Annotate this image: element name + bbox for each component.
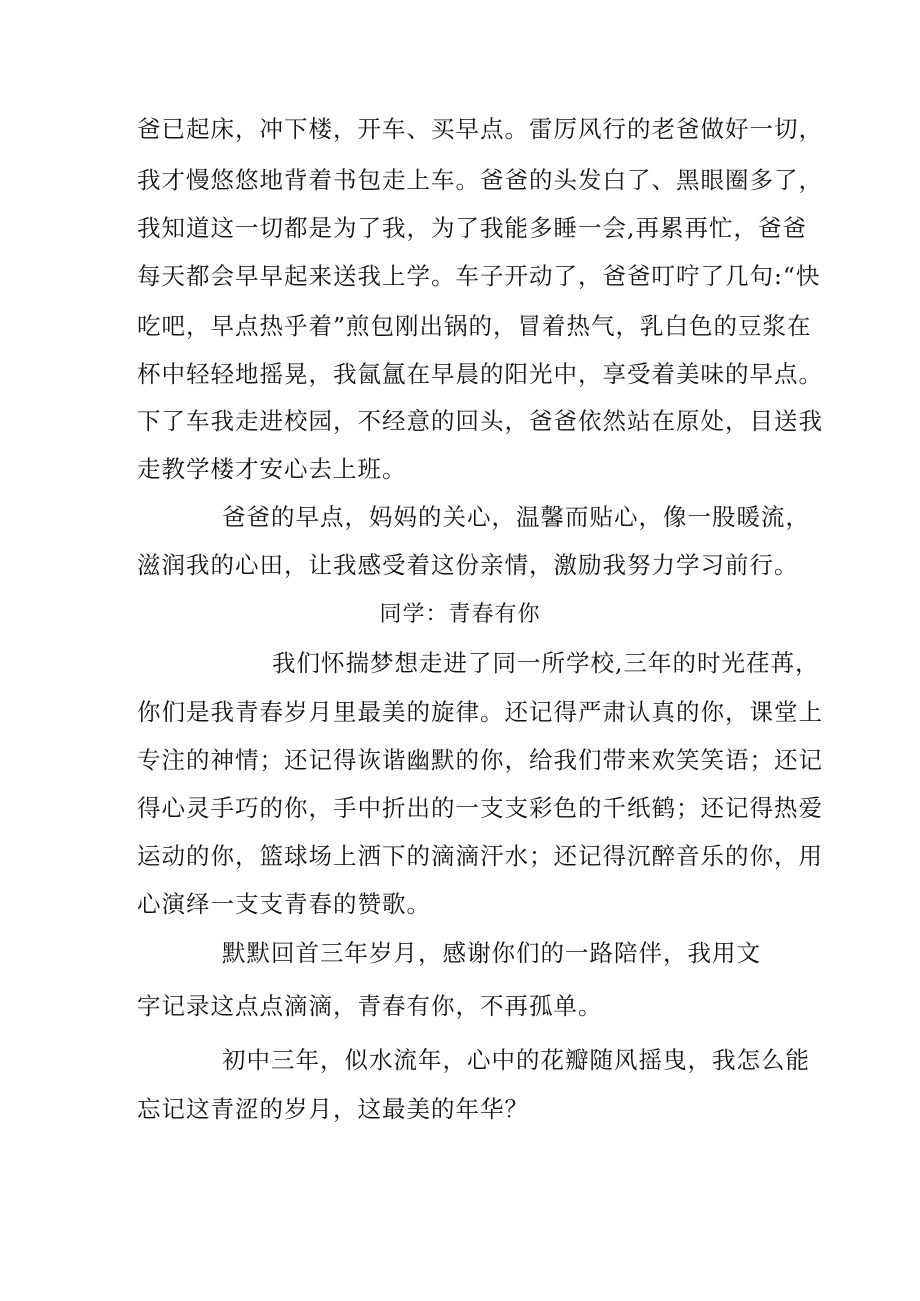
paragraph-1-line-2: 我才慢悠悠地背着书包走上车。爸爸的头发白了、黑眼圈多了， [137,166,823,194]
paragraph-2-line-2: 滋润我的心田，让我感受着这份亲情，激励我努力学习前行。 [137,551,799,579]
paragraph-3-line-5: 运动的你，篮球场上洒下的滴滴汗水；还记得沉醉音乐的你，用 [137,842,823,870]
paragraph-1-line-8: 走教学楼才安心去上班。 [137,455,407,483]
paragraph-3-line-1: 我们怀揣梦想走进了同一所学校,三年的时光荏苒， [272,649,820,677]
paragraph-1-line-1: 爸已起床，冲下楼，开车、买早点。雷厉风行的老爸做好一切， [137,115,823,143]
section-title: 同学：青春有你 [379,602,541,627]
paragraph-1-line-4: 每天都会早早起来送我上学。车子开动了，爸爸叮咛了几句:“快 [137,262,821,290]
paragraph-5-line-2: 忘记这青涩的岁月，这最美的年华？ [137,1095,529,1123]
paragraph-1-line-5: 吃吧，早点热乎着”煎包刚出锅的，冒着热气，乳白色的豆浆在 [137,312,812,340]
paragraph-5-line-1: 初中三年，似水流年，心中的花瓣随风摇曳，我怎么能 [222,1046,810,1074]
paragraph-4-line-2: 字记录这点点滴滴，青春有你，不再孤单。 [137,992,603,1020]
paragraph-1-line-7: 下了车我走进校园，不经意的回头，爸爸依然站在原处，目送我 [137,407,823,435]
paragraph-1-line-3: 我知道这一切都是为了我，为了我能多睡一会,再累再忙，爸爸 [137,214,807,242]
paragraph-3-line-6: 心演绎一支支青春的赞歌。 [137,890,431,918]
paragraph-1-line-6: 杯中轻轻地摇晃，我氤氲在早晨的阳光中，享受着美味的早点。 [137,360,823,388]
paragraph-4-line-1: 默默回首三年岁月，感谢你们的一路陪伴，我用文 [222,939,761,967]
paragraph-3-line-2: 你们是我青春岁月里最美的旋律。还记得严肃认真的你，课堂上 [137,698,823,726]
paragraph-3-line-4: 得心灵手巧的你，手中折出的一支支彩色的千纸鹤；还记得热爱 [137,794,823,822]
paragraph-3-line-3: 专注的神情；还记得诙谐幽默的你，给我们带来欢笑笑语；还记 [137,746,823,774]
paragraph-2-line-1: 爸爸的早点，妈妈的关心，温馨而贴心，像一股暖流， [222,503,810,531]
